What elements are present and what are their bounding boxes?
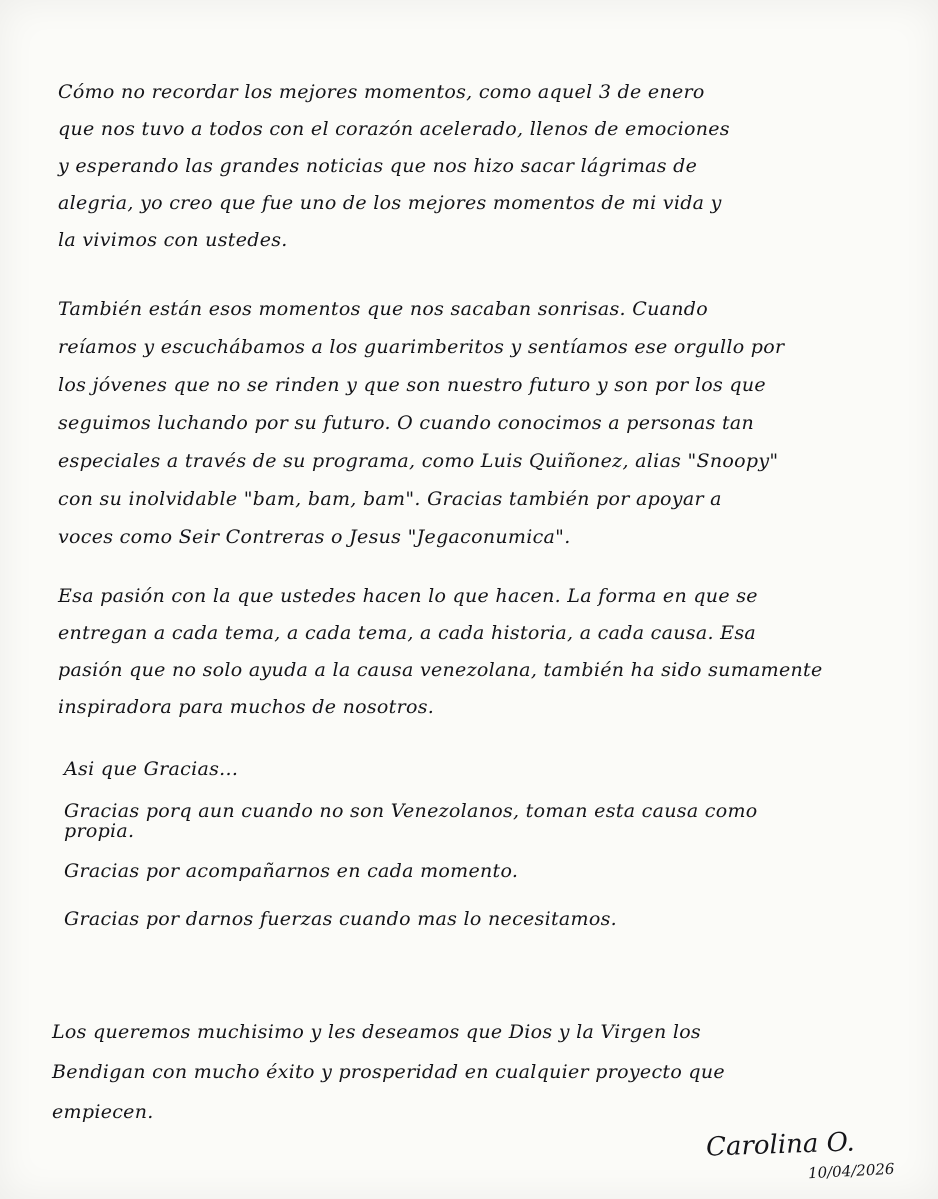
paragraph-closing [52,1012,912,1132]
text-line: seguimos luchando por su futuro. O cuando conocimos a personas tan [58,412,755,434]
text-line: Cómo no recordar los mejores momentos, como aquel 3 de enero [58,81,705,103]
text-line: con su inolvidable "bam, bam, bam". Gracias también por apoyar a [58,488,722,510]
text-line: entregan a cada tema, a cada tema, a cada historia, a cada causa. Esa [58,622,756,644]
text-line: la vivimos con ustedes. [58,229,288,251]
text-line: que nos tuvo a todos con el corazón acelerado, llenos de emociones [58,118,730,140]
paragraph-memories [58,74,918,259]
text-line: pasión que no solo ayuda a la causa venezolana, también ha sido sumamente [58,659,823,681]
text-line: Bendigan con mucho éxito y prosperidad en cualquier proyecto que [52,1061,725,1083]
paragraph-smiles [58,290,918,556]
thanks-line: Gracias por acompañarnos en cada momento. [64,860,519,882]
date: 10/04/2026 [807,1159,895,1183]
text-line: voces como Seir Contreras o Jesus "Jegaconumica". [58,526,571,548]
thanks-line: Gracias por darnos fuerzas cuando mas lo necesitamos. [64,908,617,930]
text-line: alegria, yo creo que fue uno de los mejores momentos de mi vida y [58,192,722,214]
thanks-line: Gracias porq aun cuando no son Venezolanos, toman esta causa como [64,800,758,822]
thanks-line: propia. [64,820,135,842]
text-line: inspiradora para muchos de nosotros. [58,696,435,718]
text-line: los jóvenes que no se rinden y que son nuestro futuro y son por los que [58,374,766,396]
paragraph-passion [58,578,918,726]
text-line: empiecen. [52,1101,154,1123]
text-line: reíamos y escuchábamos a los guarimberitos y sentíamos ese orgullo por [58,336,785,358]
text-line: Esa pasión con la que ustedes hacen lo que hacen. La forma en que se [58,585,758,607]
text-line: También están esos momentos que nos sacaban sonrisas. Cuando [58,298,708,320]
text-line: Los queremos muchisimo y les deseamos que Dios y la Virgen los [52,1021,701,1043]
signature: Carolina O. [705,1127,856,1163]
thanks-intro: Asi que Gracias... [64,758,239,780]
text-line: y esperando las grandes noticias que nos hizo sacar lágrimas de [58,155,698,177]
text-line: especiales a través de su programa, como Luis Quiñonez, alias "Snoopy" [58,450,779,472]
